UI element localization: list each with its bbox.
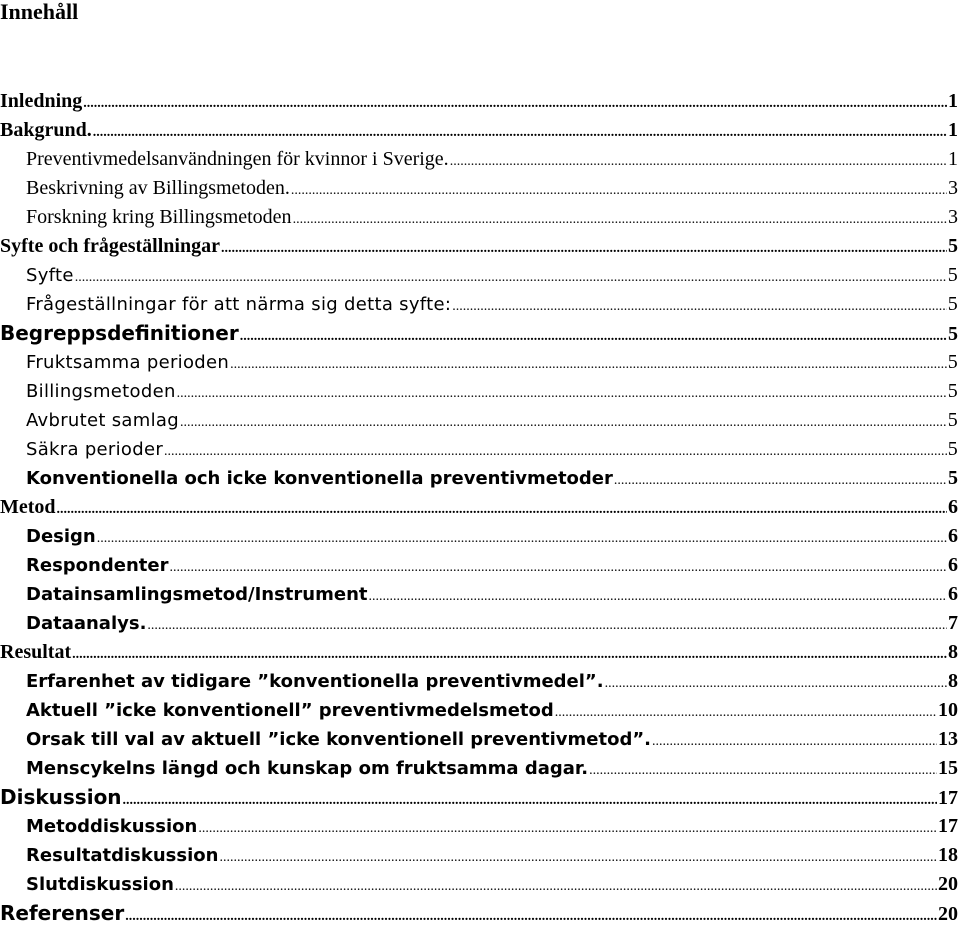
toc-entry-page: 1: [948, 90, 958, 112]
toc-entry-label: Respondenter: [26, 555, 169, 576]
toc-entry-dataanalys[interactable]: [0, 609, 960, 638]
toc-dot-leader: [83, 89, 947, 116]
toc-entry-fragestallningar[interactable]: [0, 290, 960, 319]
toc-entry-page: 6: [948, 525, 958, 547]
toc-entry-resultatdiskussion[interactable]: [0, 841, 960, 870]
toc-entry-page: 5: [947, 409, 958, 431]
toc-entry-page: 20: [938, 873, 958, 895]
toc-entry-label: Bakgrund.: [0, 119, 92, 141]
toc-entry-label: Metoddiskussion: [26, 816, 198, 837]
toc-dot-leader: [450, 147, 947, 174]
toc-entry-datainsamlingsmetod[interactable]: [0, 580, 960, 609]
toc-entry-label: Avbrutet samlag: [26, 410, 179, 431]
toc-entry-page: 8: [948, 641, 958, 663]
toc-entry-avbrutet-samlag[interactable]: [0, 406, 960, 435]
toc-entry-respondenter[interactable]: [0, 551, 960, 580]
toc-entry-page: 5: [947, 264, 958, 286]
toc-entry-label: Frågeställningar för att närma sig detta syfte:: [26, 294, 452, 315]
toc-entry-design[interactable]: [0, 522, 960, 551]
toc-entry-fruktsamma-perioden[interactable]: [0, 348, 960, 377]
toc-dot-leader: [180, 408, 947, 435]
toc-entry-page: 10: [938, 699, 958, 721]
toc-entry-page: 15: [938, 757, 958, 779]
toc-entry-label: Syfte och frågeställningar: [0, 235, 220, 257]
toc-dot-leader: [219, 843, 937, 870]
toc-dot-leader: [97, 524, 947, 551]
toc-entry-forskning[interactable]: [0, 203, 960, 232]
toc-entry-page: 5: [947, 380, 958, 402]
toc-dot-leader: [240, 322, 947, 348]
toc-entry-billingsmetoden[interactable]: [0, 377, 960, 406]
toc-entry-page: 17: [938, 815, 958, 837]
toc-entry-label: Datainsamlingsmetod/Instrument: [26, 584, 368, 605]
toc-entry-page: 5: [948, 235, 958, 257]
toc-entry-orsak[interactable]: [0, 725, 960, 754]
toc-entry-page: 3: [948, 206, 958, 228]
toc-entry-bakgrund[interactable]: [0, 116, 960, 145]
toc-entry-label: Menscykelns längd och kunskap om fruktsamma dagar.: [26, 758, 589, 779]
toc-entry-syfte-och-fragestallningar[interactable]: [0, 232, 960, 261]
toc-entry-page: 18: [938, 844, 958, 866]
toc-dot-leader: [175, 872, 937, 899]
toc-dot-leader: [652, 727, 937, 754]
toc-entry-page: 6: [948, 583, 958, 605]
toc-entry-preventivmedelsanvandningen[interactable]: [0, 145, 960, 174]
toc-dot-leader: [589, 756, 937, 783]
toc-entry-beskrivning[interactable]: [0, 174, 960, 203]
toc-entry-page: 1: [948, 148, 958, 170]
toc-entry-menscykelns[interactable]: [0, 754, 960, 783]
toc-entry-referenser[interactable]: [0, 899, 960, 928]
toc-entry-page: 7: [948, 612, 958, 634]
page-title: Innehåll: [0, 0, 79, 24]
toc-entry-label: Begreppsdefinitioner: [0, 321, 239, 345]
toc-dot-leader: [198, 814, 937, 841]
toc-entry-label: Resultatdiskussion: [26, 845, 219, 866]
toc-entry-erfarenhet[interactable]: [0, 667, 960, 696]
toc-dot-leader: [369, 582, 948, 609]
toc-entry-label: Erfarenhet av tidigare ”konventionella preventivmedel”.: [26, 671, 604, 692]
toc-entry-label: Forskning kring Billingsmetoden: [26, 206, 292, 228]
toc-entry-label: Aktuell ”icke konventionell” preventivmedelsmetod: [26, 700, 554, 721]
toc-entry-page: 17: [938, 787, 958, 809]
toc-dot-leader: [93, 118, 947, 145]
toc-dot-leader: [177, 379, 947, 406]
toc-entry-label: Dataanalys.: [26, 613, 147, 634]
toc-entry-label: Referenser: [0, 901, 125, 925]
toc-dot-leader: [452, 292, 946, 319]
toc-dot-leader: [605, 669, 947, 696]
toc-entry-label: Inledning: [0, 90, 83, 112]
toc-dot-leader: [147, 611, 947, 638]
toc-entry-page: 6: [948, 554, 958, 576]
toc-dot-leader: [221, 234, 947, 261]
toc-entry-diskussion[interactable]: [0, 783, 960, 812]
toc-entry-label: Syfte: [26, 265, 74, 286]
toc-entry-label: Slutdiskussion: [26, 874, 174, 895]
toc-entry-page: 8: [948, 670, 958, 692]
toc-dot-leader: [57, 495, 947, 522]
toc-dot-leader: [125, 902, 937, 928]
toc-dot-leader: [123, 786, 937, 812]
toc-entry-aktuell[interactable]: [0, 696, 960, 725]
toc-entry-label: Resultat: [0, 641, 72, 663]
toc-dot-leader: [169, 553, 947, 580]
toc-entry-label: Säkra perioder: [26, 439, 164, 460]
toc-entry-label: Fruktsamma perioden: [26, 352, 230, 373]
toc-entry-resultat[interactable]: [0, 638, 960, 667]
toc-dot-leader: [293, 205, 947, 232]
toc-entry-label: Beskrivning av Billingsmetoden.: [26, 177, 290, 199]
toc-dot-leader: [72, 640, 947, 667]
toc-entry-page: 5: [947, 293, 958, 315]
toc-dot-leader: [75, 263, 947, 290]
toc-dot-leader: [555, 698, 937, 725]
toc-entry-slutdiskussion[interactable]: [0, 870, 960, 899]
toc-dot-leader: [291, 176, 947, 203]
toc-entry-page: 20: [938, 903, 958, 925]
toc-entry-label: Diskussion: [0, 785, 122, 809]
toc-entry-syfte[interactable]: [0, 261, 960, 290]
toc-entry-label: Billingsmetoden: [26, 381, 176, 402]
toc-entry-metod[interactable]: [0, 493, 960, 522]
toc-dot-leader: [614, 466, 947, 493]
toc-entry-metoddiskussion[interactable]: [0, 812, 960, 841]
toc-entry-page: 5: [948, 467, 958, 489]
toc-entry-page: 5: [947, 438, 958, 460]
toc-dot-leader: [230, 350, 947, 377]
toc-entry-inledning[interactable]: [0, 87, 960, 116]
toc-entry-page: 13: [938, 728, 958, 750]
toc-entry-page: 3: [948, 177, 958, 199]
toc-entry-label: Preventivmedelsanvändningen för kvinnor i Sverige.: [26, 148, 449, 170]
toc-entry-label: Orsak till val av aktuell ”icke konventionell preventivmetod”.: [26, 729, 652, 750]
toc-entry-label: Design: [26, 526, 96, 547]
toc-entry-page: 1: [948, 119, 958, 141]
toc-entry-page: 5: [947, 351, 958, 373]
toc-entry-label: Konventionella och icke konventionella preventivmetoder: [26, 468, 613, 489]
toc-dot-leader: [164, 437, 947, 464]
toc-entry-sakra-perioder[interactable]: [0, 435, 960, 464]
toc-entry-page: 5: [948, 323, 958, 345]
toc-entry-page: 6: [948, 496, 958, 518]
table-of-contents: [0, 87, 960, 928]
toc-entry-label: Metod: [0, 496, 56, 518]
toc-entry-konventionella[interactable]: [0, 464, 960, 493]
toc-entry-begreppsdefinitioner[interactable]: [0, 319, 960, 348]
